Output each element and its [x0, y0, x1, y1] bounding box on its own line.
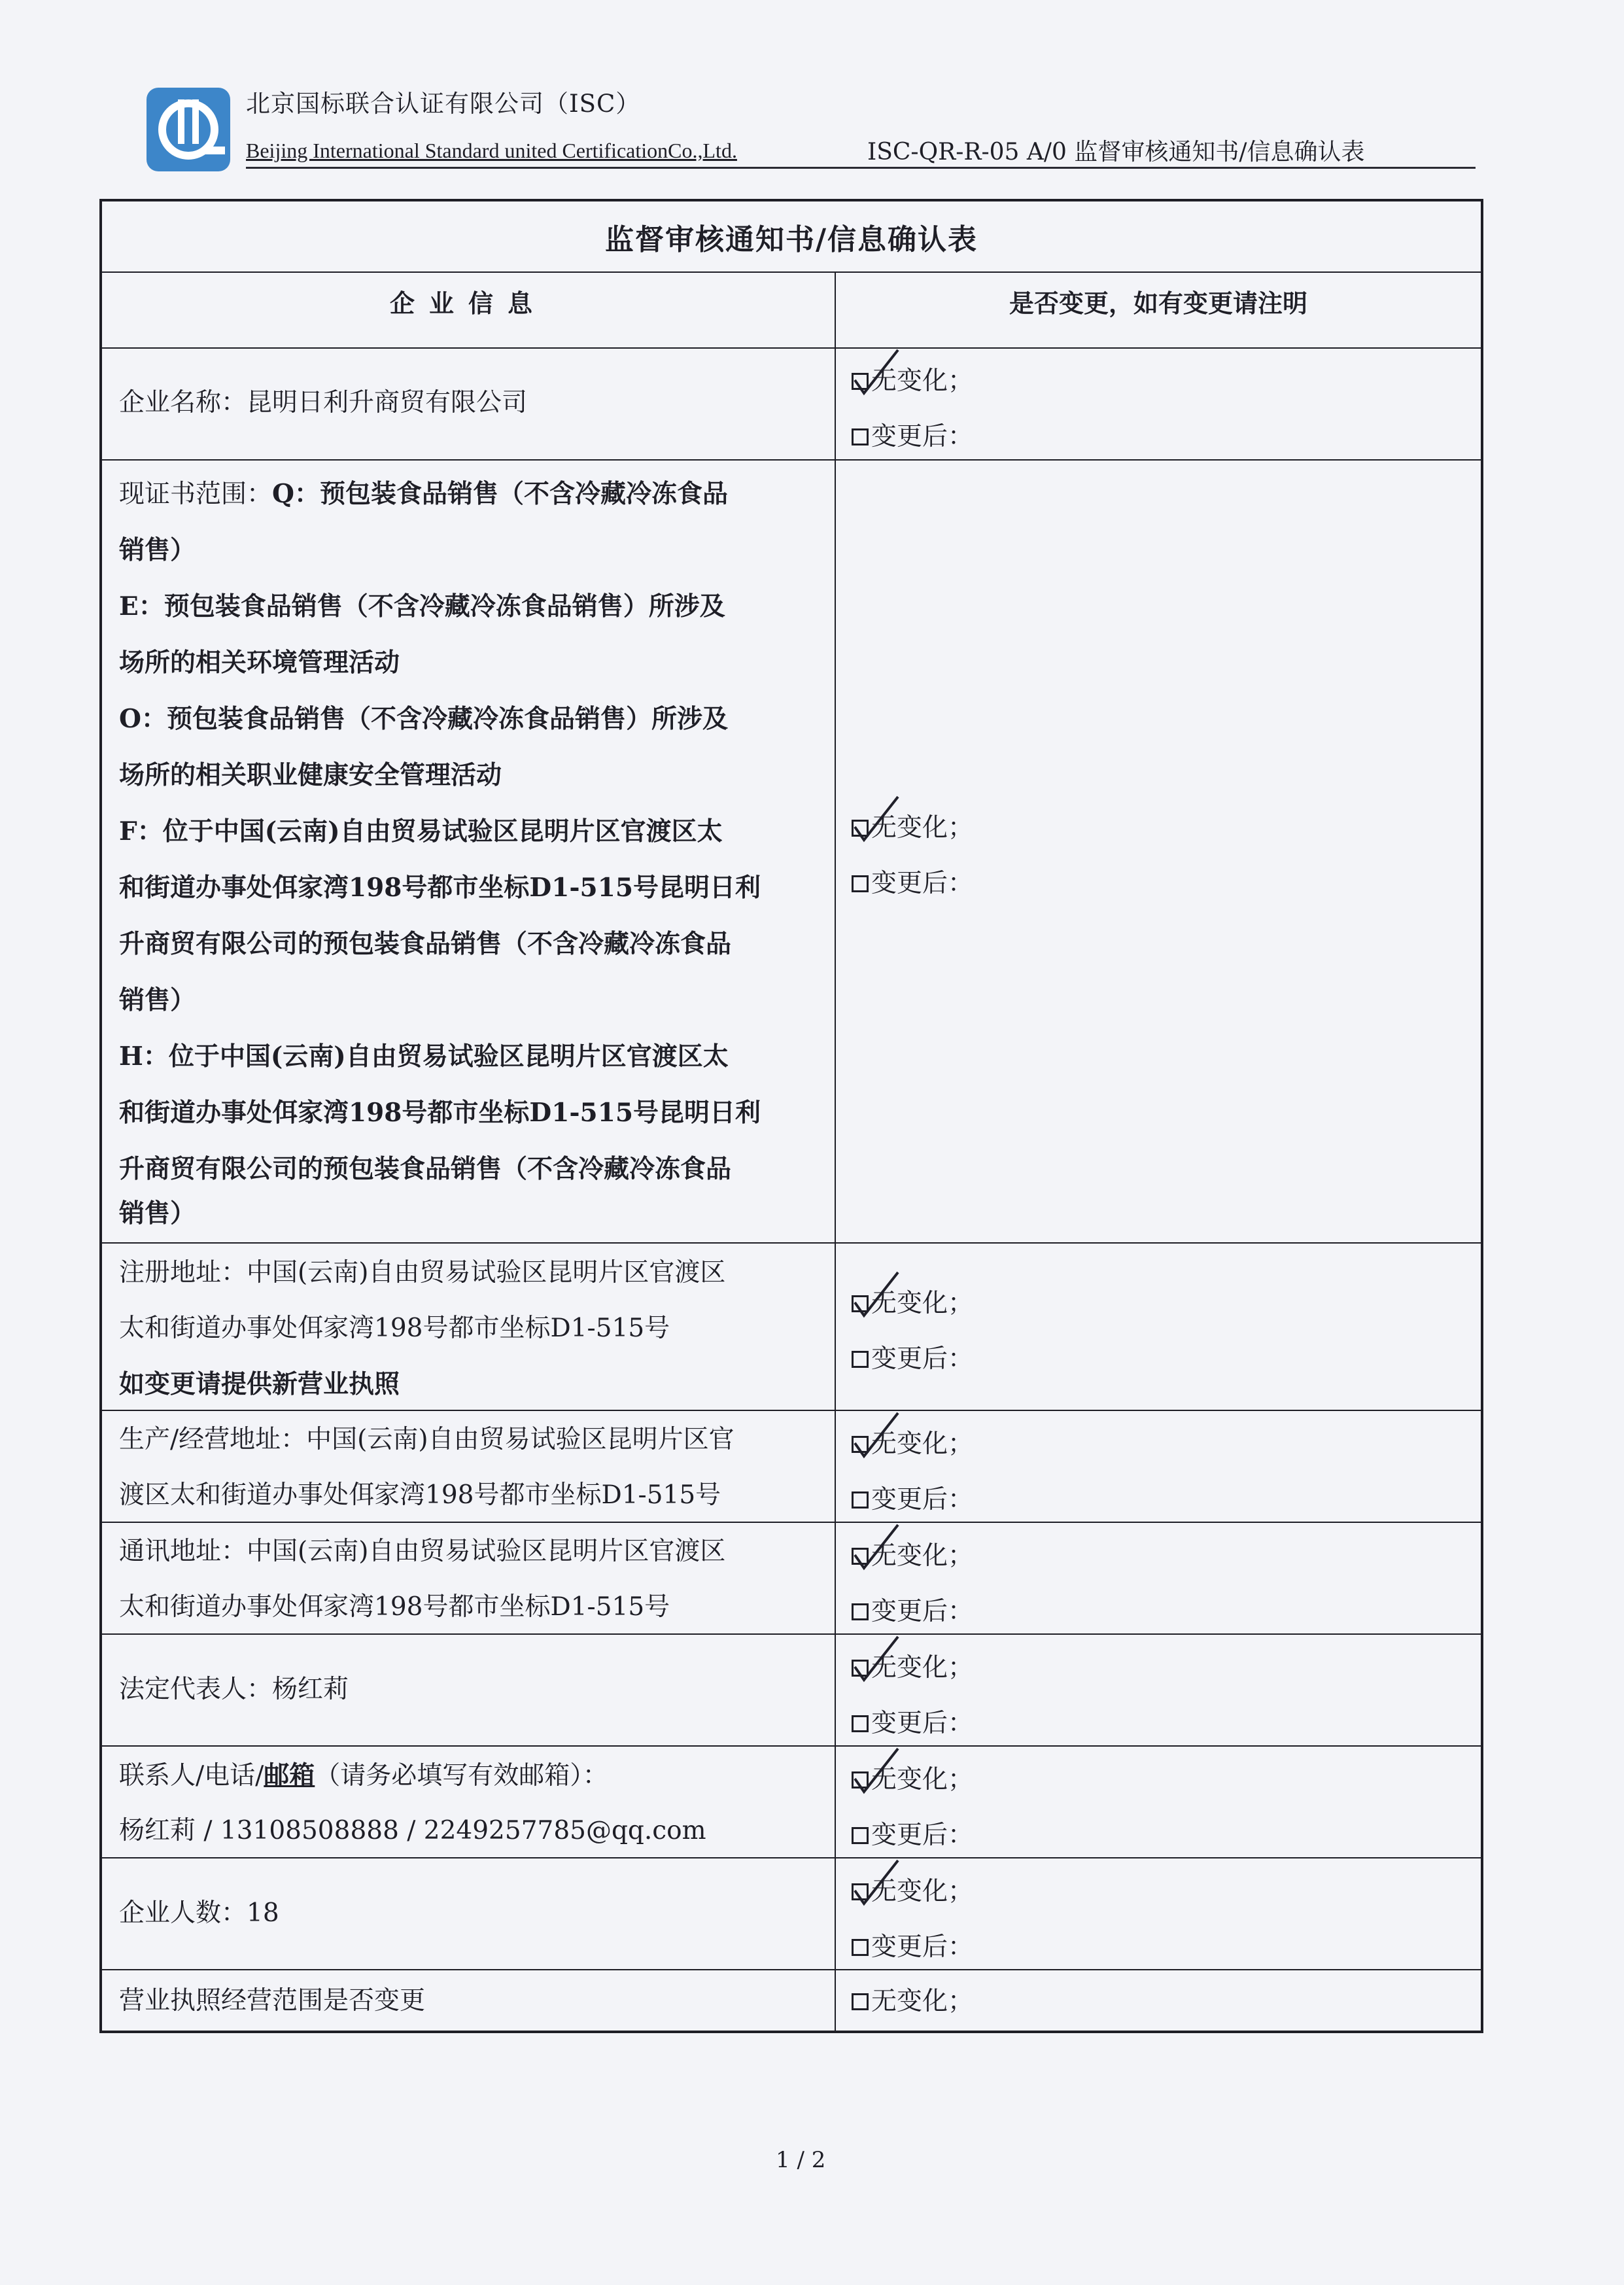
checkbox-icon[interactable] — [852, 428, 869, 445]
option-label: 无变化； — [871, 1289, 974, 1318]
scope-text: Q：预包装食品销售（不含冷藏冷冻食品 — [272, 479, 728, 509]
checkbox-checked-icon[interactable] — [852, 1660, 869, 1677]
handwritten-check-icon — [851, 1855, 923, 1908]
scope-line: 销售） — [119, 1198, 196, 1229]
op-address-line: 生产/经营地址：中国(云南)自由贸易试验区昆明片区官 — [119, 1425, 734, 1454]
scope-line: F：位于中国(云南)自由贸易试验区昆明片区官渡区太 — [119, 816, 723, 846]
contact-email-label: 邮箱 — [264, 1760, 315, 1790]
checkbox-icon[interactable] — [852, 1715, 869, 1732]
row-divider — [102, 459, 1481, 461]
option-label: 无变化； — [871, 1429, 974, 1459]
option-label: 变更后： — [871, 1344, 974, 1374]
option-no-change[interactable] — [852, 1425, 973, 1464]
checkbox-checked-icon[interactable] — [852, 373, 869, 390]
checkbox-icon[interactable] — [852, 1993, 869, 2010]
scope-line: O：预包装食品销售（不含冷藏冷冻食品销售）所涉及 — [119, 704, 728, 734]
scope-line: 升商贸有限公司的预包装食品销售（不含冷藏冷冻食品 — [119, 929, 732, 959]
headcount-text: 企业人数：18 — [119, 1898, 279, 1928]
option-changed[interactable] — [852, 417, 973, 457]
option-label: 变更后： — [871, 869, 974, 898]
scope-line: 销售） — [119, 535, 196, 565]
option-no-change[interactable] — [852, 1284, 973, 1323]
contact-prefix: 联系人/电话/ — [119, 1761, 264, 1790]
handwritten-check-icon — [851, 792, 923, 844]
option-changed[interactable] — [852, 1816, 973, 1855]
checkbox-checked-icon[interactable] — [852, 1548, 869, 1565]
row-divider — [102, 1745, 1481, 1747]
option-changed[interactable] — [852, 1480, 973, 1520]
option-no-change[interactable] — [852, 1537, 973, 1576]
scope-line: 场所的相关环境管理活动 — [119, 648, 400, 678]
option-label: 变更后： — [871, 422, 974, 451]
checkbox-icon[interactable] — [852, 1491, 869, 1509]
scope-label: 现证书范围： — [119, 480, 273, 509]
option-label: 变更后： — [871, 1932, 974, 1962]
option-no-change[interactable] — [852, 1982, 973, 2021]
scope-line: 场所的相关职业健康安全管理活动 — [119, 760, 502, 790]
option-changed[interactable] — [852, 1704, 973, 1743]
license-scope-text: 营业执照经营范围是否变更 — [119, 1986, 426, 2015]
handwritten-check-icon — [851, 1743, 923, 1796]
contact-suffix: （请务必填写有效邮箱）： — [315, 1761, 608, 1790]
option-label: 无变化； — [871, 366, 974, 396]
scope-line: 升商贸有限公司的预包装食品销售（不含冷藏冷冻食品 — [119, 1154, 732, 1184]
checkbox-checked-icon[interactable] — [852, 1295, 869, 1312]
column-header-company-info: 企业信息 — [389, 288, 547, 318]
column-divider — [835, 271, 836, 2033]
form-code: ISC-QR-R-05 A/0 监督审核通知书/信息确认表 — [867, 139, 1365, 166]
checkbox-icon[interactable] — [852, 1603, 869, 1620]
scope-line: 销售） — [119, 985, 196, 1015]
option-changed[interactable] — [852, 1928, 973, 1967]
reg-address-note: 如变更请提供新营业执照 — [119, 1369, 400, 1399]
option-label: 无变化； — [871, 1541, 974, 1571]
option-no-change[interactable] — [852, 1648, 973, 1688]
scope-line — [119, 466, 825, 523]
page-number: 1 / 2 — [776, 2147, 826, 2173]
option-label: 无变化； — [871, 1653, 974, 1683]
handwritten-check-icon — [851, 1520, 923, 1572]
contact-value: 杨红莉 / 13108508888 / 2249257785@qq.com — [119, 1816, 706, 1845]
handwritten-check-icon — [851, 1631, 923, 1684]
option-label: 无变化； — [871, 1765, 974, 1794]
checkbox-icon[interactable] — [852, 1939, 869, 1956]
reg-address-line: 注册地址：中国(云南)自由贸易试验区昆明片区官渡区 — [119, 1258, 726, 1287]
form-title: 监督审核通知书/信息确认表 — [604, 222, 978, 256]
row-divider — [102, 347, 1481, 349]
checkbox-checked-icon[interactable] — [852, 820, 869, 837]
confirmation-form — [99, 199, 1483, 2033]
option-label: 无变化； — [871, 813, 974, 843]
scope-line: E：预包装食品销售（不含冷藏冷冻食品销售）所涉及 — [119, 591, 725, 621]
scope-line: 和街道办事处佴家湾198号都市坐标D1-515号昆明日利 — [119, 1098, 761, 1128]
header-rule — [246, 167, 1476, 169]
checkbox-checked-icon[interactable] — [852, 1771, 869, 1788]
row-divider — [102, 1969, 1481, 1970]
handwritten-check-icon — [851, 345, 923, 397]
mail-address-line: 通讯地址：中国(云南)自由贸易试验区昆明片区官渡区 — [119, 1537, 726, 1566]
option-label: 变更后： — [871, 1597, 974, 1626]
handwritten-check-icon — [851, 1267, 923, 1319]
option-changed[interactable] — [852, 1340, 973, 1379]
reg-address-line: 太和街道办事处佴家湾198号都市坐标D1-515号 — [119, 1314, 670, 1343]
checkbox-icon[interactable] — [852, 1351, 869, 1368]
option-label: 变更后： — [871, 1709, 974, 1738]
row-divider — [102, 1242, 1481, 1244]
option-label: 变更后： — [871, 1821, 974, 1850]
scope-line: H：位于中国(云南)自由贸易试验区昆明片区官渡区太 — [119, 1041, 729, 1072]
option-no-change[interactable] — [852, 362, 973, 401]
checkbox-checked-icon[interactable] — [852, 1883, 869, 1900]
checkbox-checked-icon[interactable] — [852, 1436, 869, 1453]
option-label: 无变化； — [871, 1987, 974, 2016]
company-name-text: 企业名称：昆明日利升商贸有限公司 — [119, 388, 528, 417]
option-no-change[interactable] — [852, 1760, 973, 1800]
isc-logo-icon — [145, 86, 232, 173]
checkbox-icon[interactable] — [852, 1827, 869, 1844]
option-label: 变更后： — [871, 1485, 974, 1514]
company-name-cn: 北京国标联合认证有限公司（ISC） — [246, 90, 641, 118]
option-changed[interactable] — [852, 1592, 973, 1631]
op-address-line: 渡区太和街道办事处佴家湾198号都市坐标D1-515号 — [119, 1480, 721, 1510]
company-name-en: Beijing International Standard united CertificationCo.,Ltd. — [246, 139, 737, 162]
option-label: 无变化； — [871, 1877, 974, 1906]
option-changed[interactable] — [852, 864, 973, 903]
legal-rep-text: 法定代表人：杨红莉 — [119, 1675, 349, 1704]
mail-address-line: 太和街道办事处佴家湾198号都市坐标D1-515号 — [119, 1592, 670, 1622]
option-no-change[interactable] — [852, 809, 973, 848]
contact-label — [119, 1747, 825, 1804]
column-header-changes: 是否变更，如有变更请注明 — [1009, 288, 1307, 318]
handwritten-check-icon — [851, 1408, 923, 1460]
scope-line: 和街道办事处佴家湾198号都市坐标D1-515号昆明日利 — [119, 873, 761, 903]
option-no-change[interactable] — [852, 1872, 973, 1911]
checkbox-icon[interactable] — [852, 875, 869, 892]
